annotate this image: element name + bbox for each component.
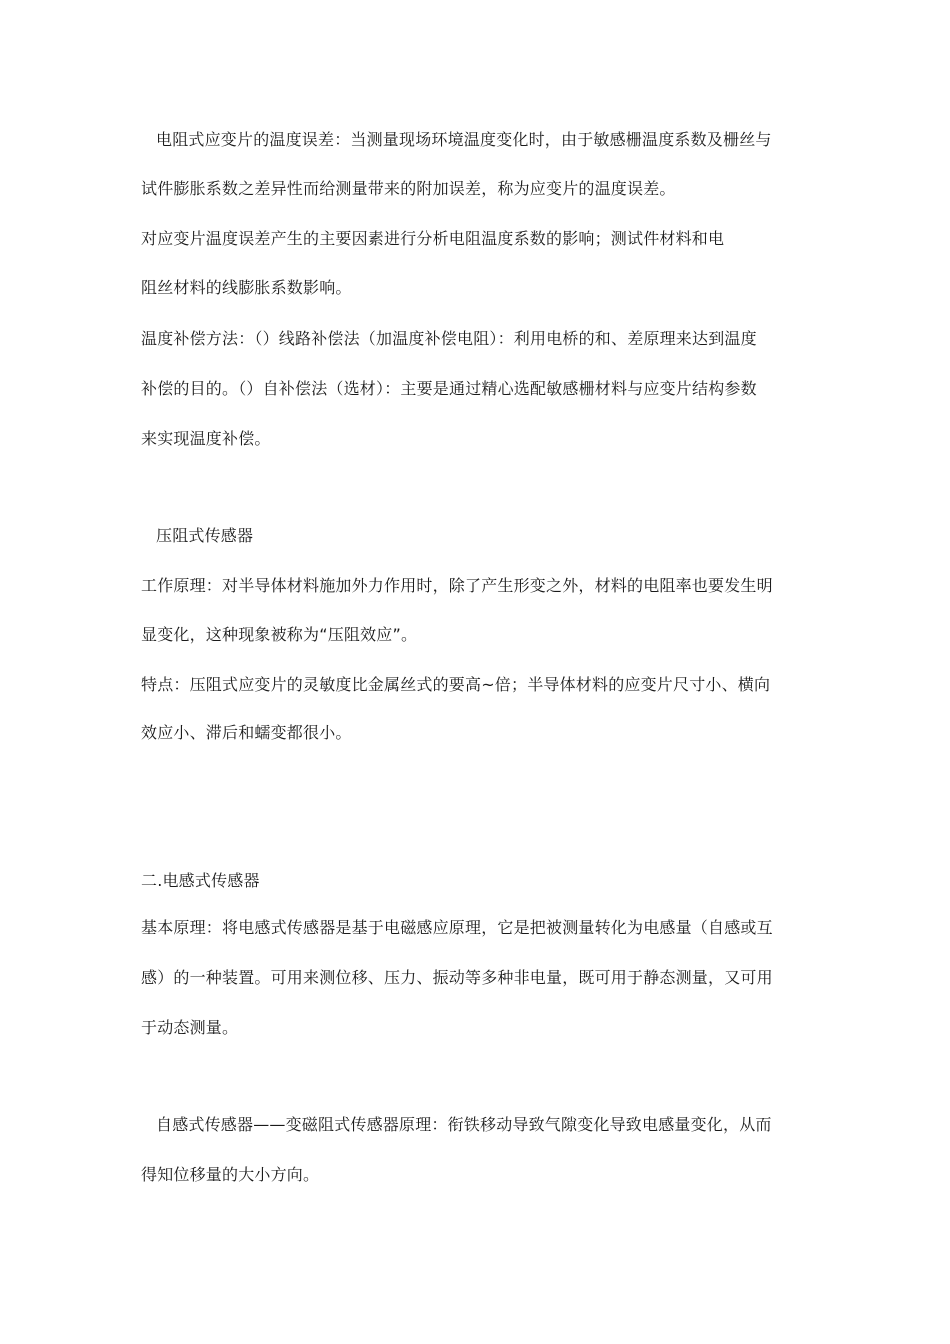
paragraph-compensation-methods-line-1: 温度补偿方法：（）线路补偿法（加温度补偿电阻）：利用电桥的和、差原理来达到温度 (141, 329, 757, 348)
paragraph-basic-principle-line-2: 感）的一种装置。可用来测位移、压力、振动等多种非电量，既可用于静态测量，又可用 (141, 968, 773, 987)
paragraph-strain-gauge-temperature-error-line-2: 试件膨胀系数之差异性而给测量带来的附加误差，称为应变片的温度误差。 (141, 179, 676, 198)
paragraph-basic-principle-line-3: 于动态测量。 (141, 1018, 239, 1037)
heading-inductive-sensor: 二.电感式传感器 (141, 871, 260, 890)
paragraph-compensation-methods-line-3: 来实现温度补偿。 (141, 429, 271, 448)
paragraph-error-factors-line-1: 对应变片温度误差产生的主要因素进行分析电阻温度系数的影响；测试件材料和电 (141, 229, 725, 248)
paragraph-error-factors-line-2: 阻丝材料的线膨胀系数影响。 (141, 278, 352, 297)
heading-piezoresistive-sensor: 压阻式传感器 (156, 526, 254, 545)
paragraph-features-line-2: 效应小、滞后和蠕变都很小。 (141, 723, 352, 742)
paragraph-compensation-methods-line-2: 补偿的目的。（）自补偿法（选材）：主要是通过精心选配敏感栅材料与应变片结构参数 (141, 379, 757, 398)
paragraph-working-principle-line-1: 工作原理：对半导体材料施加外力作用时，除了产生形变之外，材料的电阻率也要发生明 (141, 576, 773, 595)
paragraph-strain-gauge-temperature-error-line-1: 电阻式应变片的温度误差：当测量现场环境温度变化时，由于敏感栅温度系数及栅丝与 (156, 130, 772, 149)
paragraph-working-principle-line-2: 显变化，这种现象被称为“压阻效应”。 (141, 625, 418, 644)
paragraph-features-line-1: 特点：压阻式应变片的灵敏度比金属丝式的要高~倍；半导体材料的应变片尺寸小、横向 (141, 675, 771, 694)
paragraph-basic-principle-line-1: 基本原理：将电感式传感器是基于电磁感应原理，它是把被测量转化为电感量（自感或互 (141, 918, 773, 937)
paragraph-self-inductance-sensor-line-1: 自感式传感器——变磁阻式传感器原理：衔铁移动导致气隙变化导致电感量变化，从而 (156, 1115, 772, 1134)
paragraph-self-inductance-sensor-line-2: 得知位移量的大小方向。 (141, 1165, 320, 1184)
